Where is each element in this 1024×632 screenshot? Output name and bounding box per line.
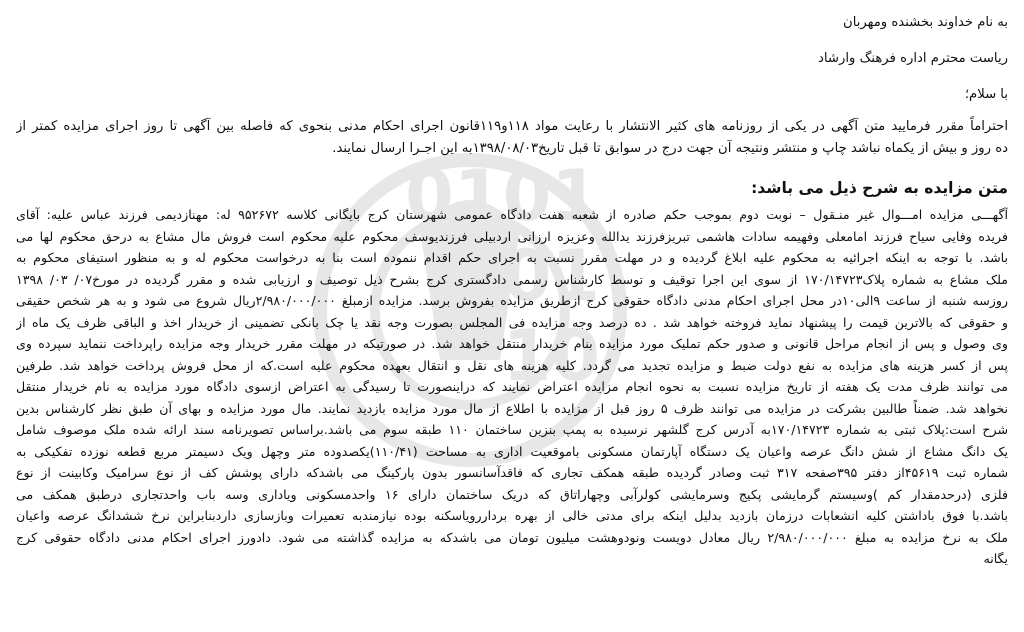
greeting-line: با سلام؛ [964, 87, 1008, 102]
auction-line: وی وصول و پس از انجام مراحل قانونی و صدور حکم تملیک مورد مزایده بنام خریدار منتقل خواهد شد. در صورتیکه در مهلت مقرر خریدار وجه مزایده راپرداخت ننماید سپرده وی [16, 336, 1008, 351]
svg-text:001: 001 [453, 235, 600, 317]
salutation-line: به نام خداوند بخشنده ومهربان [843, 15, 1008, 30]
request-line: احتراماً مقرر فرمایید متن آگهی در یکی از روزنامه های کثیر الانتشار با رعایت مواد ۱۱۸و۱۱۹قانون اجرای احکام مدنی بنحوی که فاصله بین آگهی تا روز اجرای مزایده کمتر از [16, 119, 1008, 134]
auction-line: و حقوقی که بالاترین قیمت را پیشنهاد نماید فروخته خواهد شد . ده درصد وجه مزایده فی المجلس بصورت وجه نقد یا چک بانکی تضمینی از خریدار اخذ و الباقی ظرف یک ماه از [16, 314, 1008, 330]
svg-text:0101: 0101 [405, 155, 600, 237]
auction-line: می توانند ظرف مدت یک هفته از تاریخ مزایده نسبت به نحوه انجام مزایده اعتراض نمایند که دراینصورت تا رسیدگی به اعتراض ازسوی دادگاه مورد مزایده به نام خریدار منتقل [16, 379, 1008, 394]
auction-line: پس از کسر هزینه های مزایده به نفع دولت ضبط و مزایده تجدید می گردد. کلیه هزینه های نقل و انتقال بعهده محکوم علیه است.که از محل فروش پرداخت خواهد شد. طرفین [16, 357, 1008, 373]
auction-line: یک دانگ مشاع از شش دانگ عرصه واعیان یک دستگاه آپارتمان مسکونی باموقعیت اداری به مساحت (۱۱۰/۴۱)یکصدوده متر وچهل ویک دسیمتر مربع قطعه نوزده تفکیکی به [16, 443, 1008, 459]
auction-line: فریده وفایی سیاح فرزند امامعلی وفهیمه سادات هاشمی تبریزفرزند یدالله وعزیزه ارزانی اردبیلی فرزندیوسف محکوم علیه محکوم است فروش مال مشاع به درحق محکوم لها می [16, 228, 1008, 244]
auction-line: نخواهد شد. ضمناً طالبین بشرکت در مزایده می توانند ظرف ۵ روز قبل از مزایده با اطلاع از مال مورد مزایده بازدید نمایند. مال مورد مزایده و بهای آن طبق نظر کارشناس بدین [16, 400, 1008, 416]
auction-line: ملک مشاع به شماره پلاک۱۷۰/۱۴۷۲۳ از سوی این اجرا توقیف و توسط کارشناس رسمی دادگستری کرج بشرح ذیل توصیف و ارزیابی شده و مقرر گردیده در مورخ۰۷/ ۰۳/ ۱۳۹۸ [16, 271, 1008, 287]
auction-line: باشد. با توجه به اینکه اجرائیه به محکوم علیه ابلاغ گردیده و در مهلت مقرر نسبت به اجرای حکم اقدام ننموده است بنا به درخواست محکوم له و به منظور استیفای محکوم به [16, 250, 1008, 265]
auction-line: یگانه [983, 551, 1008, 566]
auction-body [16, 204, 1008, 570]
request-line: ده روز و بیش از یکماه نباشد چاپ و منتشر ونتیجه آن جهت درج در سوابق تا قبل تاریخ۱۳۹۸/۰۸/۰۳به این اجـرا ارسال نمایند. [332, 141, 1008, 156]
auction-heading: متن مزایده به شرح ذیل می باشد: [751, 179, 1008, 197]
auction-line: باشد.با فوق باداشتن کلیه انشعابات درزمان بازدید بدلیل اینکه برای مدتی خالی از بهره برداررویاسکنه بوده نیازمندبه تعمیرات وبازسازی داردبنابراین نرخ ششدانگ عرصه واعیان [16, 508, 1008, 523]
svg-text:10: 10 [502, 315, 600, 397]
auction-line: ملک به نرخ مزایده به مبلغ ۲/۹۸۰/۰۰۰/۰۰۰ ریال معادل دویست ونودوهشت میلیون تومان می باشدکه به مزایده گذاشته می شود. دادورز اجرای احکام مدنی دادگاه حقوقی کرج [16, 529, 1008, 545]
addressee-line: ریاست محترم اداره فرهنگ وارشاد [818, 51, 1008, 66]
auction-line: شرح است:پلاک ثبتی به شماره ۱۷۰/۱۴۷۲۳به آدرس کرج گلشهر نرسیده به پمپ بنزین ساختمان ۱۱۰ طبقه سوم می باشد.براساس تصویرنامه سند ارائه شده ملک موصوف شامل [16, 422, 1008, 437]
auction-line: فلزی (درحدمقدار کم )وسیستم گرمایشی پکیج وسرمایشی کولرآبی وچهاراتاق که دریک ساختمان دارای ۱۶ واحدمسکونی ویاداری وسه باب واحدتجاری درطبق همکف می [16, 486, 1008, 502]
auction-line: روزسه شنبه از ساعت ۹الی۱۰در محل اجرای احکام مدنی دادگاه حقوقی کرج ازطریق مزایده بفروش برسد. مزایده ازمبلغ ۲/۹۸۰/۰۰۰/۰۰۰ریال شروع می شود و به هر شخص حقیقی [16, 293, 1008, 308]
auction-line: شماره ثبت ۴۵۶۱۹از دفتر ۳۹۵صفحه ۳۱۷ ثبت وصادر گردیده طبقه همکف تجاری که فاقدآسانسور بدون پارکینگ می باشدکه دارای پوشش کف از نوع سرامیک وکابینت از نوع [16, 465, 1008, 480]
auction-line: آگهـــی مزایده امـــوال غیر منـقول – نوبت دوم بموجب حکم صادره از شعبه هفت دادگاه عمومی شهرستان کرج بایگانی کلاسه ۹۵۲۶۷۲ له: مهنازدیمی فرزند عباس علیه: آقای [16, 207, 1008, 222]
